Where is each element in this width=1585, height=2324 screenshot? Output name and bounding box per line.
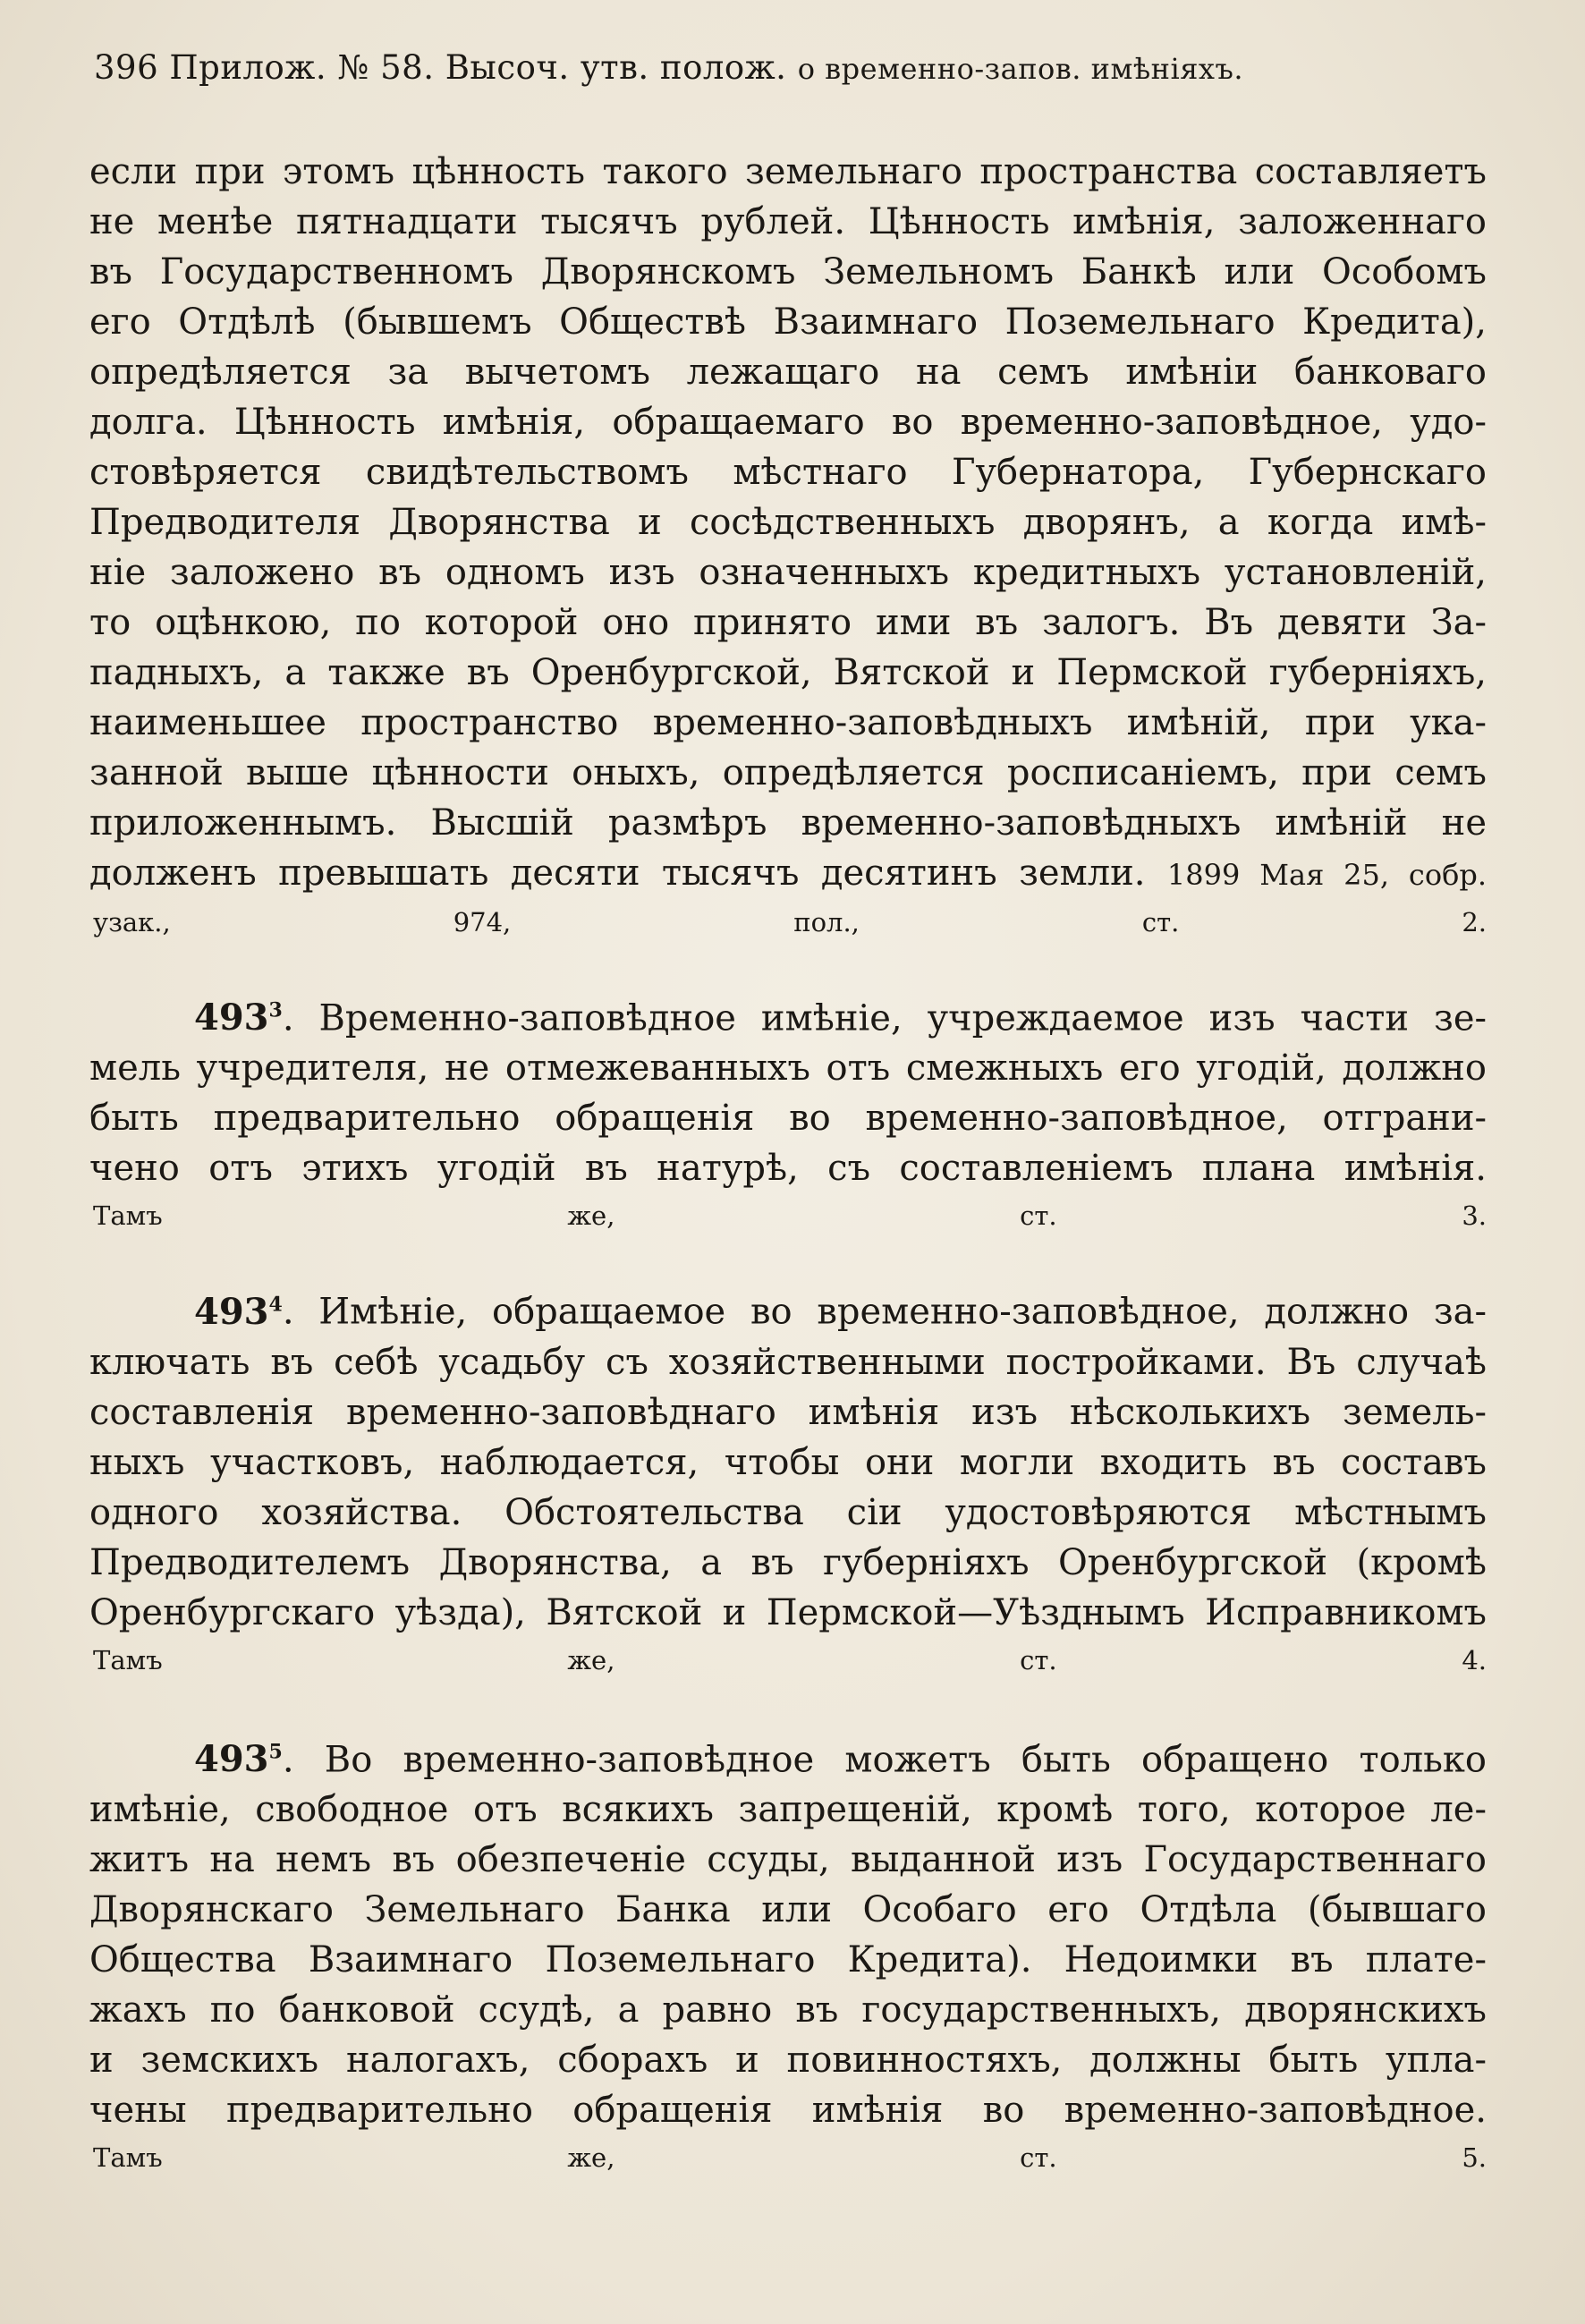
article-first-line	[89, 1727, 1487, 1785]
running-title: Прилож. № 58. Высоч. утв. полож.	[169, 48, 787, 87]
text-line: долга. Цѣнность имѣнія, обращаемаго во временно-заповѣдное, удо-	[89, 402, 1487, 443]
text-line: то оцѣнкою, по которой оно принято ими въ залогъ. Въ девяти За-	[89, 602, 1487, 643]
page-number: 396	[94, 48, 159, 87]
text-line: опредѣляется за вычетомъ лежащаго на семъ имѣніи банковаго	[89, 352, 1487, 393]
text-line: чены предварительно обращенія имѣнія во временно-заповѣдное.	[89, 2089, 1487, 2131]
article-first-line	[89, 1279, 1487, 1336]
page-content	[89, 41, 1487, 2180]
text-fragment: . Временно-заповѣдное имѣніе, учреждаемое изъ части зе-	[282, 997, 1487, 1039]
article-493-5	[89, 1727, 1487, 2180]
text-line: Предводителя Дворянства и сосѣдственныхъ дворянъ, а когда имѣ-	[89, 502, 1487, 543]
paragraph-continuation	[89, 147, 1487, 945]
text-line: составленія временно-заповѣднаго имѣнія изъ нѣсколькихъ земель-	[89, 1391, 1487, 1433]
article-superscript: 3	[268, 999, 283, 1022]
text-line: Дворянскаго Земельнаго Банка или Особаго его Отдѣла (бывшаго	[89, 1888, 1487, 1930]
citation: Тамъ же, ст. 3.	[93, 1200, 1487, 1232]
text-line: стовѣряется свидѣтельствомъ мѣстнаго Губернатора, Губернскаго	[89, 452, 1487, 493]
text-line: ныхъ участковъ, наблюдается, чтобы они могли входить въ составъ	[89, 1441, 1487, 1483]
article-superscript: 5	[268, 1740, 283, 1764]
text-fragment: . Имѣніе, обращаемое во временно-заповѣдное, должно за-	[282, 1291, 1487, 1333]
citation: Тамъ же, ст. 5.	[93, 2142, 1487, 2173]
citation: узак., 974, пол., ст. 2.	[93, 907, 1487, 937]
text-line-with-citation	[89, 848, 1487, 900]
text-line: если при этомъ цѣнность такого земельнаго пространства составляетъ	[89, 151, 1487, 192]
text-line: его Отдѣлѣ (бывшемъ Обществѣ Взаимнаго Поземельнаго Кредита),	[89, 301, 1487, 343]
text-line: чено отъ этихъ угодій въ натурѣ, съ составленіемъ плана имѣнія.	[89, 1148, 1487, 1190]
article-first-line	[89, 986, 1487, 1043]
text-line: ніе заложено въ одномъ изъ означенныхъ кредитныхъ установленій,	[89, 552, 1487, 593]
article-number: $493^4$	[194, 1290, 283, 1333]
citation-inline: 1899 Мая 25, собр.	[1166, 858, 1488, 892]
article-number: $493^5$	[194, 1737, 283, 1780]
article-superscript: 4	[268, 1293, 283, 1317]
text-line: и земскихъ налогахъ, сборахъ и повинностяхъ, должны быть упла-	[89, 2039, 1487, 2081]
text-line: мель учредителя, не отмежеванныхъ отъ смежныхъ его угодій, должно	[89, 1047, 1487, 1090]
text-line: занной выше цѣнности оныхъ, опредѣляется росписаніемъ, при семъ	[89, 752, 1487, 793]
text-line: Общества Взаимнаго Поземельнаго Кредита). Недоимки въ плате-	[89, 1938, 1487, 1980]
text-line: Предводителемъ Дворянства, а въ губерніяхъ Оренбургской (кромѣ	[89, 1541, 1487, 1583]
text-line: приложеннымъ. Высшій размѣръ временно-заповѣдныхъ имѣній не	[89, 802, 1487, 844]
text-line: ключать въ себѣ усадьбу съ хозяйственными постройками. Въ случаѣ	[89, 1341, 1487, 1383]
running-title-small: о временно-запов. имѣніяхъ.	[797, 52, 1243, 86]
citation: Тамъ же, ст. 4.	[93, 1644, 1487, 1675]
text-line: не менѣе пятнадцати тысячъ рублей. Цѣнность имѣнія, заложеннаго	[89, 201, 1487, 242]
text-fragment: долженъ превышать десяти тысячъ десятинъ земли.	[89, 852, 1146, 894]
text-line: быть предварительно обращенія во временно-заповѣдное, отграни-	[89, 1098, 1487, 1140]
text-line: Оренбургскаго уѣзда), Вятской и Пермской—Уѣзднымъ Исправникомъ	[89, 1591, 1487, 1633]
text-line: падныхъ, а также въ Оренбургской, Вятской и Пермской губерніяхъ,	[89, 652, 1487, 693]
running-head	[94, 41, 1487, 96]
text-fragment: . Во временно-заповѣдное можетъ быть обращено только	[282, 1738, 1487, 1780]
article-493-3	[89, 986, 1487, 1238]
article-493-4	[89, 1279, 1487, 1682]
text-line: наименьшее пространство временно-заповѣдныхъ имѣній, при ука-	[89, 702, 1487, 743]
text-line: жахъ по банковой ссудѣ, а равно въ государственныхъ, дворянскихъ	[89, 1989, 1487, 2031]
article-number: $493^3$	[194, 997, 283, 1039]
text-line: одного хозяйства. Обстоятельства сіи удостовѣряются мѣстнымъ	[89, 1491, 1487, 1533]
text-line: имѣніе, свободное отъ всякихъ запрещеній, кромѣ того, которое ле-	[89, 1788, 1487, 1830]
text-line: житъ на немъ въ обезпеченіе ссуды, выданной изъ Государственнаго	[89, 1838, 1487, 1880]
text-line: въ Государственномъ Дворянскомъ Земельномъ Банкѣ или Особомъ	[89, 251, 1487, 293]
